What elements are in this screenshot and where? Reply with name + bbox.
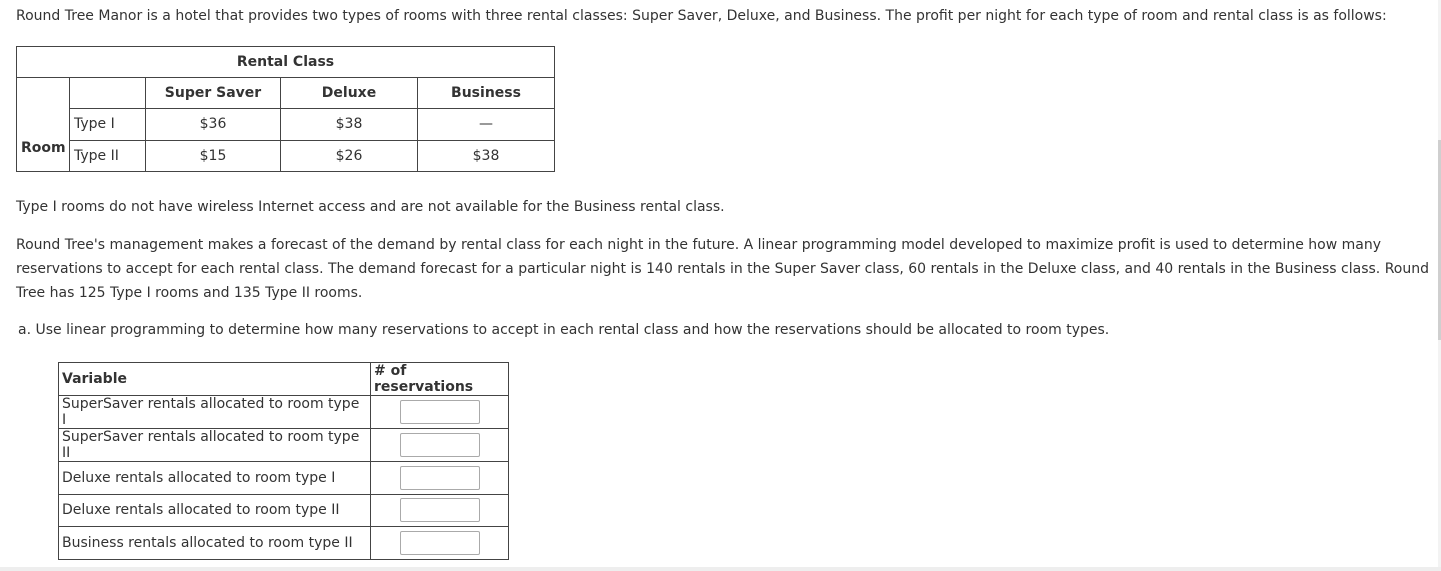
table-row [17, 140, 555, 171]
reservations-header: # of reservations [371, 363, 509, 396]
profit-type-ii-deluxe: $26 [281, 140, 418, 171]
room-header-cell [17, 78, 70, 172]
deluxe-type-i-input[interactable] [400, 466, 480, 490]
variable-label: Deluxe rentals allocated to room type I [59, 462, 371, 495]
variable-label: SuperSaver rentals allocated to room type I [59, 396, 371, 429]
answer-table [58, 362, 509, 560]
blank-cell [70, 78, 146, 109]
deluxe-type-ii-input[interactable] [400, 498, 480, 522]
supersaver-type-i-input[interactable] [400, 400, 480, 424]
table-row [59, 396, 509, 429]
col-header-business: Business [418, 78, 555, 109]
row-label-type-i: Type I [70, 109, 146, 140]
variable-label: Business rentals allocated to room type II [59, 527, 371, 560]
bottom-divider [0, 567, 1441, 571]
note-text: Type I rooms do not have wireless Internet access and are not available for the Business rental class. [16, 199, 725, 215]
profit-type-ii-super-saver: $15 [146, 140, 281, 171]
business-type-ii-input[interactable] [400, 531, 480, 555]
supersaver-type-ii-input[interactable] [400, 433, 480, 457]
profit-type-i-deluxe: $38 [281, 109, 418, 140]
table-row [59, 527, 509, 560]
room-header: Room [21, 140, 66, 156]
profit-table [16, 46, 555, 172]
variable-label: SuperSaver rentals allocated to room type II [59, 429, 371, 462]
profit-type-i-business: — [418, 109, 555, 140]
intro-text: Round Tree Manor is a hotel that provides two types of rooms with three rental classes: Super Saver, Deluxe, and Business. The profit per night for each type of room and rental class is as follows: [16, 8, 1387, 24]
profit-type-i-super-saver: $36 [146, 109, 281, 140]
rental-class-header: Rental Class [17, 47, 555, 78]
profit-type-ii-business: $38 [418, 140, 555, 171]
question-a: a. Use linear programming to determine how many reservations to accept in each rental class and how the reservations should be allocated to room types. [18, 322, 1110, 338]
col-header-super-saver: Super Saver [146, 78, 281, 109]
col-header-deluxe: Deluxe [281, 78, 418, 109]
variable-label: Deluxe rentals allocated to room type II [59, 494, 371, 527]
forecast-paragraph: Round Tree's management makes a forecast of the demand by rental class for each night in the future. A linear programming model developed to maximize profit is used to determine how many reservations to accept for each rental class. The demand forecast for a particular night is 140 rentals in the Super Saver class, 60 rentals in the Deluxe class, and 40 rentals in the Business class. Round Tree has 125 Type I rooms and 135 Type II rooms. [16, 237, 1430, 301]
variable-header: Variable [59, 363, 371, 396]
row-label-type-ii: Type II [70, 140, 146, 171]
table-row [17, 109, 555, 140]
table-row [59, 462, 509, 495]
table-row [59, 494, 509, 527]
table-row [59, 429, 509, 462]
